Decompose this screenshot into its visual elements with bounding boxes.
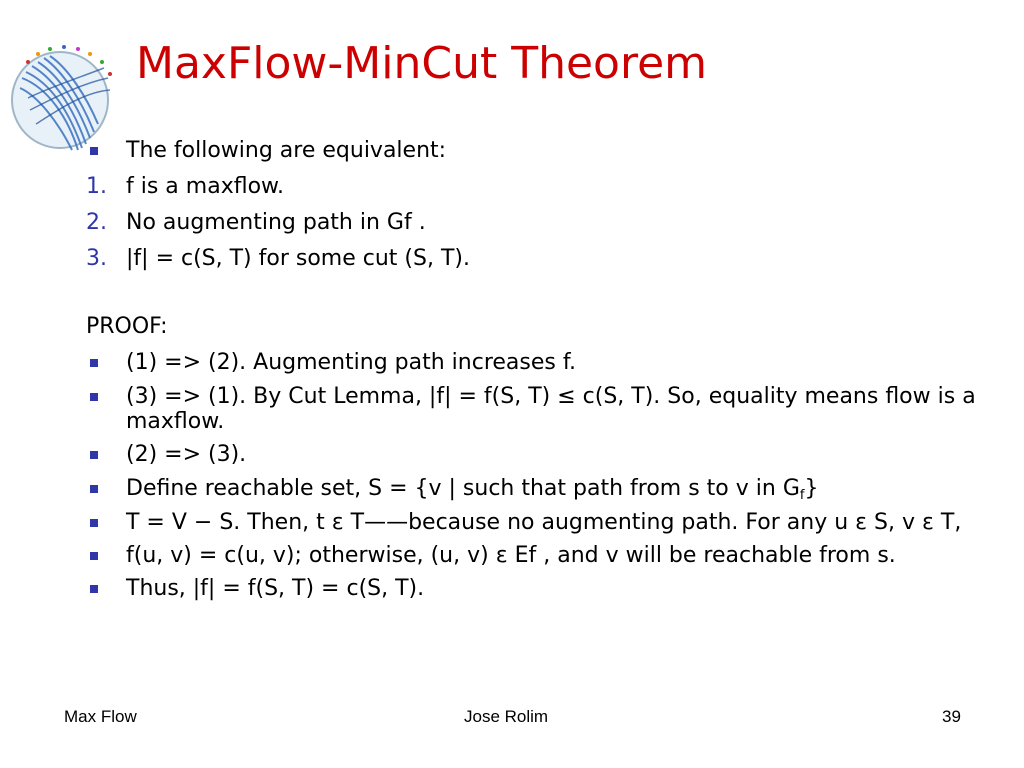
proof-item [86, 510, 1016, 535]
proof-text: f(u, v) = c(u, v); otherwise, (u, v) ε Ef , and v will be reachable from s. [126, 543, 896, 568]
item-text: |f| = c(S, T) for some cut (S, T). [126, 246, 470, 271]
proof-label [86, 314, 1016, 340]
item-number: 3. [86, 246, 107, 271]
page-number: 39 [942, 707, 961, 726]
square-bullet-icon [90, 359, 98, 367]
square-bullet-icon [90, 393, 98, 401]
intro-item [86, 138, 1016, 164]
square-bullet-icon [90, 147, 98, 155]
footer-left: Max Flow [64, 707, 137, 726]
square-bullet-icon [90, 519, 98, 527]
proof-text: (1) => (2). Augmenting path increases f. [126, 350, 577, 375]
numbered-item [86, 246, 1016, 272]
numbered-item [86, 210, 1016, 236]
slide-title: MaxFlow-MinCut Theorem [136, 38, 708, 89]
closing-brace: } [804, 476, 819, 501]
proof-text: Thus, |f| = f(S, T) = c(S, T). [126, 576, 425, 601]
subscript-f: f [799, 488, 805, 503]
item-text: No augmenting path in Gf . [126, 210, 426, 235]
proof-item [86, 543, 1016, 568]
proof-text: (2) => (3). [126, 442, 247, 467]
slide-body [86, 138, 1016, 602]
proof-item [86, 384, 1016, 434]
proof-text: Define reachable set, S = {v | such that path from s to v in G [126, 476, 800, 501]
proof-item [86, 576, 1016, 602]
item-number: 2. [86, 210, 107, 235]
proof-text: T = V − S. Then, t ε T——because no augmenting path. For any u ε S, v ε T, [126, 510, 962, 535]
proof-item [86, 442, 1016, 468]
proof-label-text: PROOF: [86, 314, 168, 339]
square-bullet-icon [90, 485, 98, 493]
proof-text: (3) => (1). By Cut Lemma, |f| = f(S, T) ≤ c(S, T). So, equality means flow is a maxflow. [126, 384, 976, 434]
numbered-item [86, 174, 1016, 200]
footer-center: Jose Rolim [464, 707, 549, 726]
intro-text: The following are equivalent: [126, 138, 447, 163]
square-bullet-icon [90, 451, 98, 459]
proof-item [86, 350, 1016, 376]
proof-item [86, 476, 1016, 502]
item-text: f is a maxflow. [126, 174, 284, 199]
square-bullet-icon [90, 585, 98, 593]
square-bullet-icon [90, 552, 98, 560]
item-number: 1. [86, 174, 107, 199]
